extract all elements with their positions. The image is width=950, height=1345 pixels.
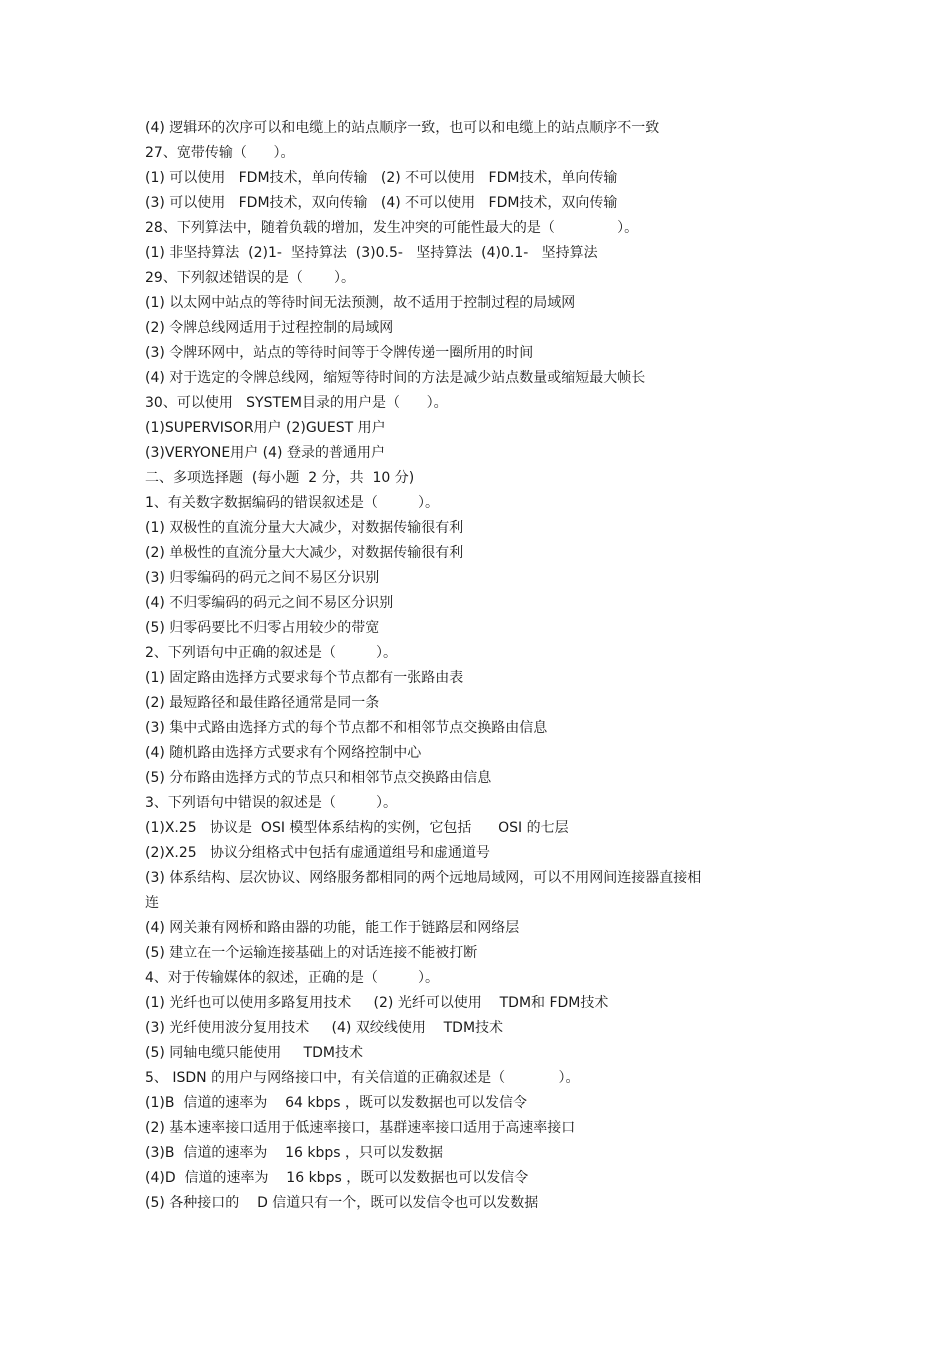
text-line: (3) 集中式路由选择方式的每个节点都不和相邻节点交换路由信息 (145, 720, 548, 736)
text-line: (1)B 信道的速率为 64 kbps ，既可以发数据也可以发信令 (145, 1095, 528, 1111)
text-line: (2)X.25 协议分组格式中包括有虚通道组号和虚通道号 (145, 845, 491, 861)
text-line: (3)VERYONE用户 (4) 登录的普通用户 (145, 445, 385, 461)
text-line: (3)B 信道的速率为 16 kbps ，只可以发数据 (145, 1145, 444, 1161)
text-line: (4) 网关兼有网桥和路由器的功能，能工作于链路层和网络层 (145, 920, 520, 936)
text-line: (5) 同轴电缆只能使用 TDM技术 (145, 1045, 363, 1061)
text-line: (4) 逻辑环的次序可以和电缆上的站点顺序一致，也可以和电缆上的站点顺序不一致 (145, 120, 660, 136)
question-30: 30、可以使用 SYSTEM目录的用户是（ ）。 (145, 395, 448, 411)
question-4: 4、对于传输媒体的叙述，正确的是（ ）。 (145, 970, 439, 986)
section-heading: 二、多项选择题 (每小题 2 分，共 10 分) (145, 470, 415, 486)
text-line: (1)SUPERVISOR用户 (2)GUEST 用户 (145, 420, 386, 436)
document-text (145, 116, 745, 1216)
text-line: (3) 令牌环网中，站点的等待时间等于令牌传递一圈所用的时间 (145, 345, 534, 361)
text-line: (4) 不归零编码的码元之间不易区分识别 (145, 595, 394, 611)
text-line: (3) 归零编码的码元之间不易区分识别 (145, 570, 380, 586)
text-line: (1)X.25 协议是 OSI 模型体系结构的实例，它包括 OSI 的七层 (145, 820, 569, 836)
text-line: (1) 非坚持算法 (2)1- 坚持算法 (3)0.5- 坚持算法 (4)0.1- 坚持算法 (145, 245, 598, 261)
text-line: (4) 对于选定的令牌总线网，缩短等待时间的方法是减少站点数量或缩短最大帧长 (145, 370, 646, 386)
question-27: 27、宽带传输（ ）。 (145, 145, 295, 161)
text-line: (2) 最短路径和最佳路径通常是同一条 (145, 695, 380, 711)
text-line: (2) 基本速率接口适用于低速率接口，基群速率接口适用于高速率接口 (145, 1120, 576, 1136)
text-line: (2) 单极性的直流分量大大减少，对数据传输很有利 (145, 545, 464, 561)
text-line: (3) 光纤使用波分复用技术 (4) 双绞线使用 TDM技术 (145, 1020, 504, 1036)
question-28: 28、下列算法中，随着负载的增加，发生冲突的可能性最大的是（ ）。 (145, 220, 639, 236)
text-line: (4) 随机路由选择方式要求有个网络控制中心 (145, 745, 422, 761)
question-3: 3、下列语句中错误的叙述是（ ）。 (145, 795, 397, 811)
question-5: 5、 ISDN 的用户与网络接口中，有关信道的正确叙述是（ ）。 (145, 1070, 580, 1086)
text-line: (3) 体系结构、层次协议、网络服务都相同的两个远地局域网，可以不用网间连接器直接相 (145, 870, 702, 886)
text-line: (1) 双极性的直流分量大大减少，对数据传输很有利 (145, 520, 464, 536)
question-29: 29、下列叙述错误的是（ ）。 (145, 270, 355, 286)
text-line: (1) 可以使用 FDM技术，单向传输 (2) 不可以使用 FDM技术，单向传输 (145, 170, 618, 186)
text-line: (4)D 信道的速率为 16 kbps ，既可以发数据也可以发信令 (145, 1170, 529, 1186)
text-line: (5) 建立在一个运输连接基础上的对话连接不能被打断 (145, 945, 478, 961)
text-line: (5) 各种接口的 D 信道只有一个，既可以发信令也可以发数据 (145, 1195, 539, 1211)
text-line: (1) 固定路由选择方式要求每个节点都有一张路由表 (145, 670, 464, 686)
text-line: (1) 以太网中站点的等待时间无法预测，故不适用于控制过程的局域网 (145, 295, 576, 311)
question-1: 1、有关数字数据编码的错误叙述是（ ）。 (145, 495, 439, 511)
text-line: (2) 令牌总线网适用于过程控制的局域网 (145, 320, 394, 336)
text-line: (5) 归零码要比不归零占用较少的带宽 (145, 620, 380, 636)
text-line: (5) 分布路由选择方式的节点只和相邻节点交换路由信息 (145, 770, 492, 786)
question-2: 2、下列语句中正确的叙述是（ ）。 (145, 645, 397, 661)
text-line: (3) 可以使用 FDM技术，双向传输 (4) 不可以使用 FDM技术，双向传输 (145, 195, 618, 211)
text-line: (1) 光纤也可以使用多路复用技术 (2) 光纤可以使用 TDM和 FDM技术 (145, 995, 609, 1011)
text-line: 连 (145, 895, 159, 911)
